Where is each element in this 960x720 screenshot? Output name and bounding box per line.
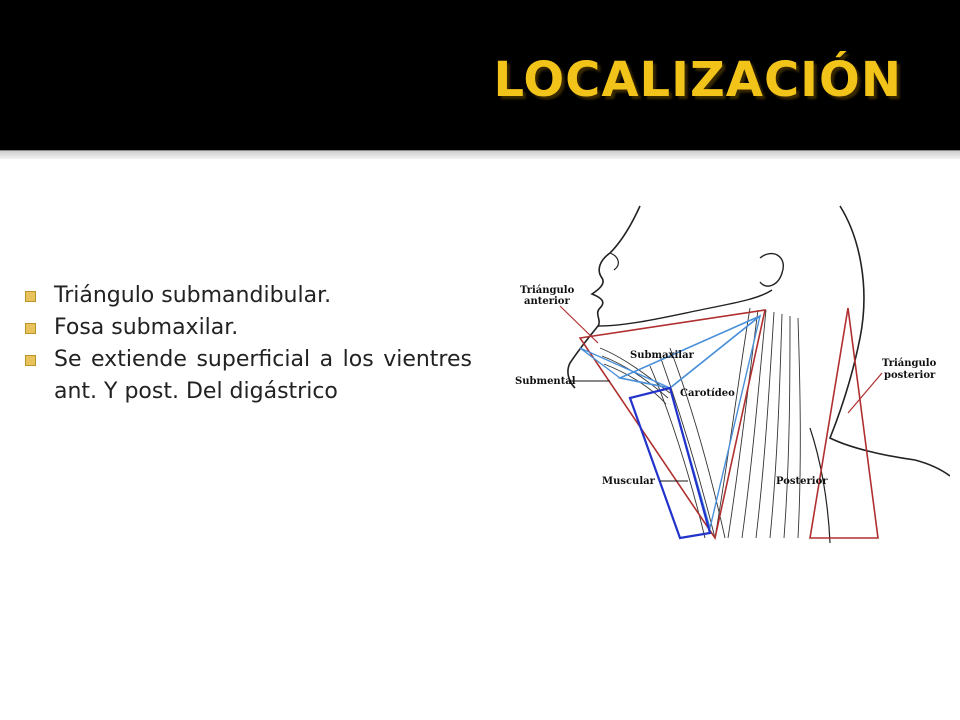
label-muscular: Muscular xyxy=(602,476,655,487)
nose-detail xyxy=(610,253,618,270)
label-posterior: Posterior xyxy=(776,476,828,487)
bullet-text: Se extiende superficial a los vientres ant. Y post. Del digástrico xyxy=(54,347,472,404)
label-triangulo-anterior-1: Triángulo xyxy=(520,285,575,296)
square-bullet-icon xyxy=(25,323,36,334)
muscular-triangle-outline xyxy=(630,388,710,538)
svg-text:Muscular xyxy=(602,476,656,487)
svg-text:Carotídeo xyxy=(680,388,735,399)
posterior-label-leader xyxy=(848,373,882,413)
square-bullet-icon xyxy=(25,355,36,366)
title-bar xyxy=(0,0,960,150)
bullet-text: Triángulo submandibular. xyxy=(54,283,332,308)
square-bullet-icon xyxy=(25,291,36,302)
svg-text:Submental xyxy=(515,376,576,387)
label-submaxilar: Submaxilar xyxy=(630,350,694,361)
label-carotideo: Carotídeo xyxy=(680,388,735,399)
label-triangulo-posterior-1: Triángulo xyxy=(882,358,937,369)
bullet-item xyxy=(22,312,472,344)
neck-triangles-illustration xyxy=(510,198,950,543)
title-divider xyxy=(0,150,960,159)
bullet-text: Fosa submaxilar. xyxy=(54,315,239,340)
jaw-line xyxy=(598,290,772,326)
label-triangulo-anterior-2: anterior xyxy=(524,296,570,307)
svg-text:posterior xyxy=(884,370,936,381)
back-of-neck xyxy=(830,206,950,476)
bullet-item xyxy=(22,344,472,408)
svg-text:Triángulo xyxy=(520,285,575,296)
label-triangulo-posterior-2: posterior xyxy=(884,370,936,381)
label-submental: Submental xyxy=(515,376,576,387)
svg-text:Submaxilar xyxy=(630,350,695,361)
bullet-list xyxy=(22,280,472,408)
svg-text:Posterior xyxy=(776,476,828,487)
svg-text:anterior xyxy=(524,296,570,307)
ear-detail xyxy=(760,254,783,287)
posterior-triangle-outline xyxy=(810,308,878,538)
bullet-item xyxy=(22,280,472,312)
slide-title: LOCALIZACIÓN xyxy=(493,52,902,108)
svg-text:Triángulo xyxy=(882,358,937,369)
